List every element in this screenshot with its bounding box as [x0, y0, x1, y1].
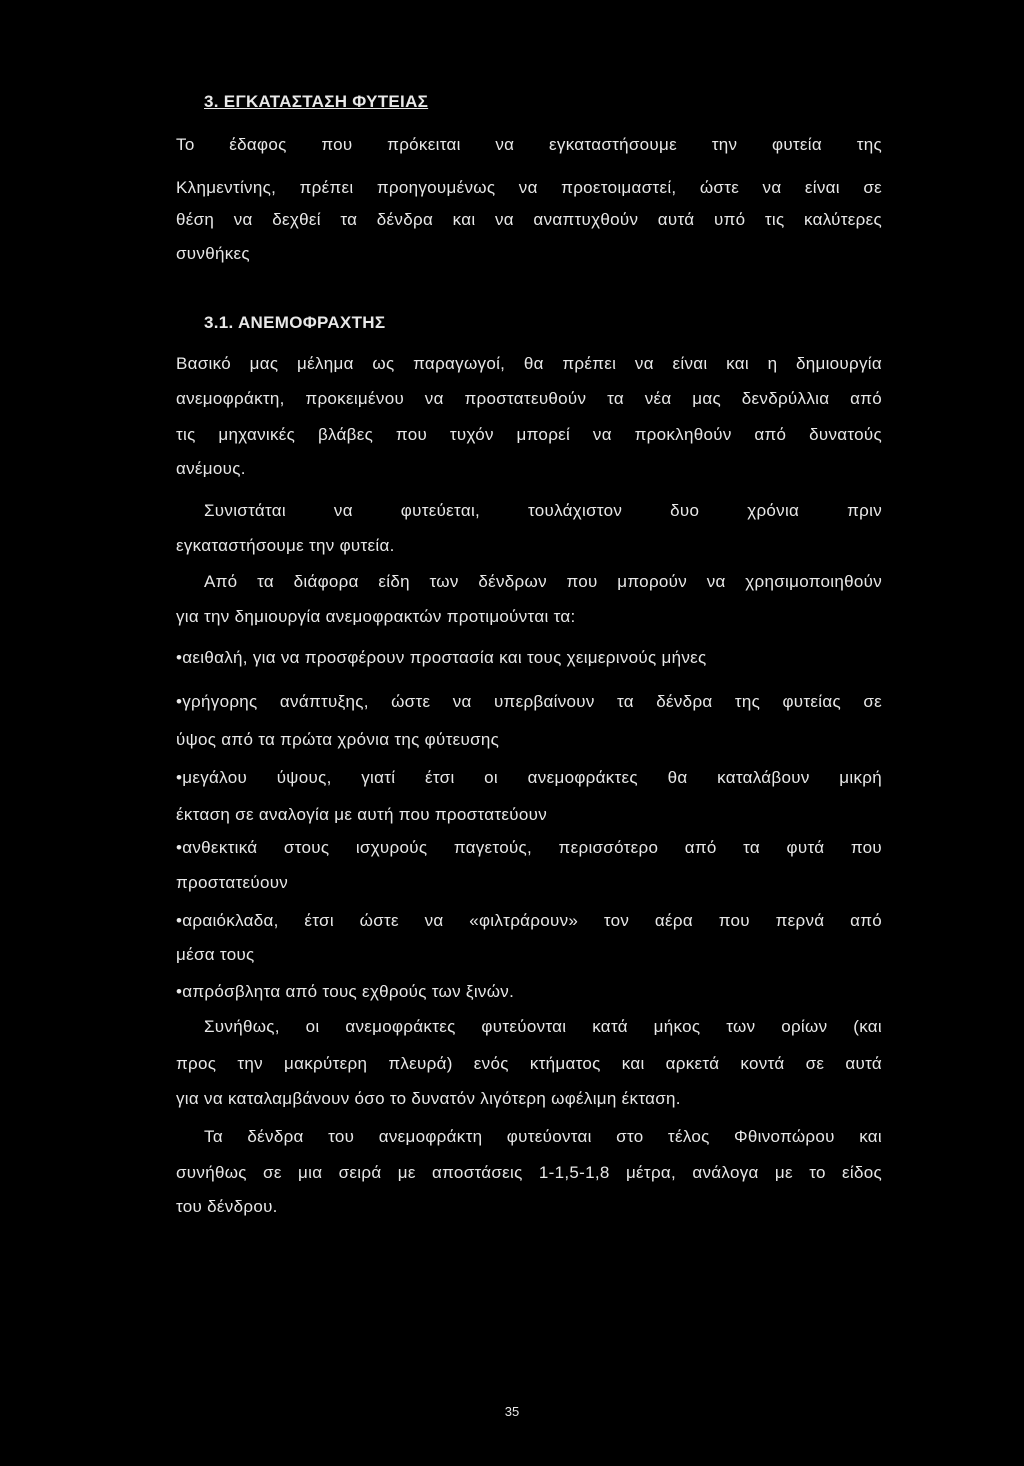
list-item-cont: μέσα τους: [176, 945, 255, 964]
body-line: για την δημιουργία ανεμοφρακτών προτιμούνται τα:: [176, 607, 576, 626]
body-line: Συνήθως, οι ανεμοφράκτες φυτεύονται κατά μήκος των ορίων (και: [204, 1017, 882, 1036]
list-item-cont: έκταση σε αναλογία με αυτή που προστατεύουν: [176, 805, 547, 824]
intro-line: συνθήκες: [176, 244, 250, 263]
intro-line: Κλημεντίνης, πρέπει προηγουμένως να προετοιμαστεί, ώστε να είναι σε: [176, 178, 882, 197]
body-line: ανεμοφράκτη, προκειμένου να προστατευθούν τα νέα μας δενδρύλλια από: [176, 389, 882, 408]
body-line: Τα δένδρα του ανεμοφράκτη φυτεύονται στο τέλος Φθινοπώρου και: [204, 1127, 882, 1146]
intro-line: θέση να δεχθεί τα δένδρα και να αναπτυχθούν αυτά υπό τις καλύτερες: [176, 210, 882, 229]
subsection-title: 3.1. ΑΝΕΜΟΦΡΑΧΤΗΣ: [204, 313, 386, 332]
list-item: •μεγάλου ύψους, γιατί έτσι οι ανεμοφράκτες θα καταλάβουν μικρή: [176, 768, 882, 787]
body-line: για να καταλαμβάνουν όσο το δυνατόν λιγότερη ωφέλιμη έκταση.: [176, 1089, 681, 1108]
body-line: συνήθως σε μια σειρά με αποστάσεις 1-1,5-1,8 μέτρα, ανάλογα με το είδος: [176, 1163, 882, 1182]
body-line: Από τα διάφορα είδη των δένδρων που μπορούν να χρησιμοποιηθούν: [204, 572, 882, 591]
list-item: •απρόσβλητα από τους εχθρούς των ξινών.: [176, 982, 515, 1001]
list-item: •γρήγορης ανάπτυξης, ώστε να υπερβαίνουν τα δένδρα της φυτείας σε: [176, 692, 882, 711]
list-item-cont: ύψος από τα πρώτα χρόνια της φύτευσης: [176, 730, 500, 749]
body-line: του δένδρου.: [176, 1197, 278, 1216]
page-number: 35: [504, 1404, 520, 1419]
body-line: εγκαταστήσουμε την φυτεία.: [176, 536, 395, 555]
list-item-cont: προστατεύουν: [176, 873, 289, 892]
body-line: ανέμους.: [176, 459, 246, 478]
list-item: •ανθεκτικά στους ισχυρούς παγετούς, περισσότερο από τα φυτά που: [176, 838, 882, 857]
list-item: •αραιόκλαδα, έτσι ώστε να «φιλτράρουν» τον αέρα που περνά από: [176, 911, 882, 930]
body-line: Συνιστάται να φυτεύεται, τουλάχιστον δυο χρόνια πριν: [204, 501, 882, 520]
body-line: Βασικό μας μέλημα ως παραγωγοί, θα πρέπει να είναι και η δημιουργία: [176, 354, 882, 373]
section-title: 3. ΕΓΚΑΤΑΣΤΑΣΗ ΦΥΤΕΙΑΣ: [204, 92, 429, 111]
intro-line: Το έδαφος που πρόκειται να εγκαταστήσουμε την φυτεία της: [176, 135, 882, 154]
body-line: προς την μακρύτερη πλευρά) ενός κτήματος και αρκετά κοντά σε αυτά: [176, 1054, 882, 1073]
list-item: •αειθαλή, για να προσφέρουν προστασία και τους χειμερινούς μήνες: [176, 648, 707, 667]
body-line: τις μηχανικές βλάβες που τυχόν μπορεί να προκληθούν από δυνατούς: [176, 425, 882, 444]
